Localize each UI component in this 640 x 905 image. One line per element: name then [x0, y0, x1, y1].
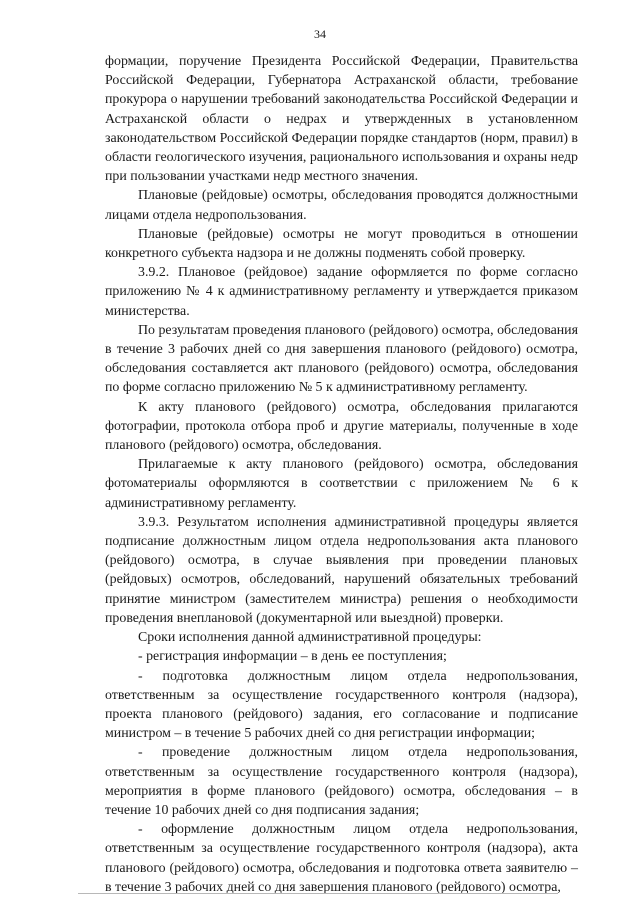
- body-text: [105, 52, 578, 897]
- list-item: - оформление должностным лицом отдела недропользования, ответственным за осуществление государственного контроля (надзора), акта планового (рейдового) осмотра, обследования и подготовка ответа заявителю – в течение 3 рабочих дней со дня завершения планового (рейдового) осмотра,: [105, 822, 578, 895]
- list-item: - регистрация информации – в день ее поступления;: [138, 649, 447, 665]
- paragraph: Плановые (рейдовые) осмотры, обследования проводятся должностными лицами отдела недропользования.: [105, 188, 578, 223]
- paragraph: Прилагаемые к акту планового (рейдового) осмотра, обследования фотоматериалы оформляются в соответствии с приложением № 6 к административному регламенту.: [105, 457, 578, 511]
- paragraph: К акту планового (рейдового) осмотра, обследования прилагаются фотографии, протокола отбора проб и другие материалы, полученные в ходе планового (рейдового) осмотра, обследования.: [105, 399, 578, 454]
- paragraph-continuation: формации, поручение Президента Российской Федерации, Правительства Российской Федерации, Губернатора Астраханской области, требование прокурора о нарушении требований законодательства Российской Федерации и Астраханской области о недрах и утвержденных в установленном законодательством Российской Федерации порядке стандартов (норм, правил) в области геологического изучения, рационального использования и охраны недр при пользовании участками недр местного значения.: [105, 54, 578, 185]
- scan-edge-line: [78, 893, 558, 894]
- paragraph: Плановые (рейдовые) осмотры не могут проводиться в отношении конкретного субъекта надзора и не должны подменять собой проверку.: [105, 226, 578, 262]
- paragraph: 3.9.2. Плановое (рейдовое) задание оформляется по форме согласно приложению № 4 к административному регламенту и утверждается приказом министерства.: [105, 265, 578, 319]
- paragraph: 3.9.3. Результатом исполнения административной процедуры является подписание должностным лицом отдела недропользования акта планового (рейдового) осмотра, в случае выявления при проведении плановых (рейдовых) осмотров, обследований, нарушений обязательных требований принятие министром (заместителем министра) решения о необходимости проведения внеплановой (документарной или выездной) проверки.: [105, 514, 578, 626]
- paragraph: По результатам проведения планового (рейдового) осмотра, обследования в течение 3 рабочих дней со дня завершения планового (рейдового) осмотра, обследования составляется акт планового (рейдового) осмотра, обследования по форме согласно приложению № 5 к административному регламенту.: [105, 322, 578, 396]
- list-item: - проведение должностным лицом отдела недропользования, ответственным за осуществление государственного контроля (надзора), мероприятия в форме планового (рейдового) осмотра, обследования – в течение 10 рабочих дней со дня подписания задания;: [105, 745, 578, 818]
- list-item: - подготовка должностным лицом отдела недропользования, ответственным за осуществление государственного контроля (надзора), проекта планового (рейдового) задания, его согласование и подписание министром – в течение 5 рабочих дней со дня регистрации информации;: [105, 668, 578, 742]
- paragraph: Сроки исполнения данной административной процедуры:: [138, 630, 482, 646]
- page-number: 34: [314, 27, 326, 41]
